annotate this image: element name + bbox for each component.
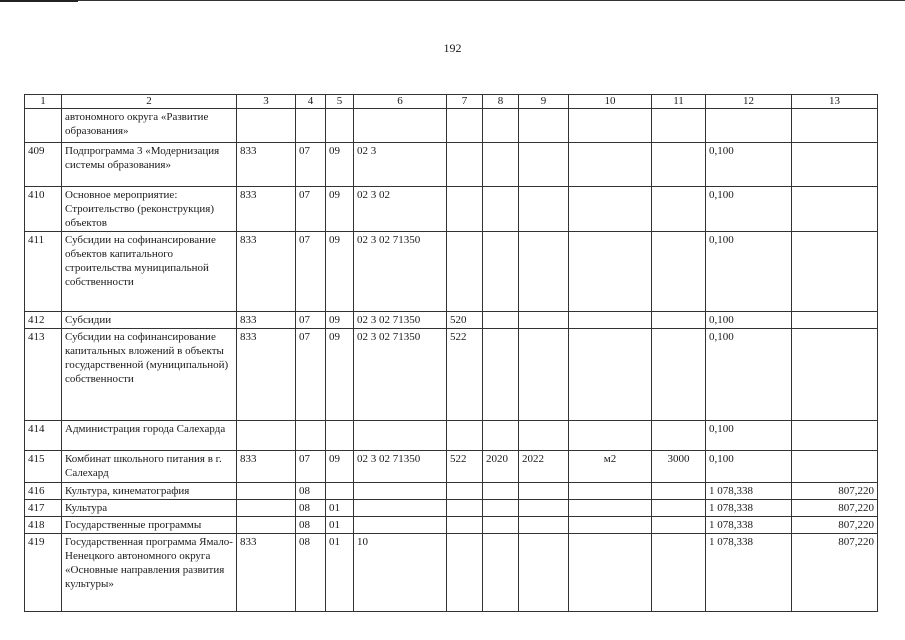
target-article-cell [354,483,447,500]
row-number-cell: 419 [25,534,62,612]
amount-2020-cell [792,329,878,421]
ministry-code-cell: 833 [237,329,296,421]
amount-2020-cell [792,187,878,232]
end-year-cell [519,187,569,232]
header-cell: 5 [326,95,354,109]
end-year-cell [519,483,569,500]
target-article-cell: 10 [354,534,447,612]
section-code-cell: 07 [296,143,326,187]
subsection-code-cell: 09 [326,451,354,483]
amount-2019-cell: 0,100 [706,312,792,329]
unit-cell [569,329,652,421]
unit-cell [569,312,652,329]
unit-cell [569,143,652,187]
capacity-cell [652,312,706,329]
expense-type-cell: 520 [447,312,483,329]
row-number-cell [25,109,62,143]
target-article-cell [354,517,447,534]
target-article-cell [354,421,447,451]
start-year-cell [483,312,519,329]
unit-cell [569,500,652,517]
header-cell: 3 [237,95,296,109]
ministry-code-cell [237,109,296,143]
expense-type-cell: 522 [447,329,483,421]
capacity-cell [652,232,706,312]
section-code-cell: 08 [296,483,326,500]
header-cell: 2 [62,95,237,109]
table-row [25,500,878,517]
table-row [25,483,878,500]
capacity-cell [652,421,706,451]
header-cell: 12 [706,95,792,109]
amount-2019-cell: 1 078,338 [706,534,792,612]
header-cell: 10 [569,95,652,109]
expense-type-cell [447,109,483,143]
target-article-cell: 02 3 02 [354,187,447,232]
top-rule-accent [0,0,78,2]
ministry-code-cell: 833 [237,534,296,612]
ministry-code-cell [237,483,296,500]
capacity-cell [652,187,706,232]
ministry-code-cell: 833 [237,312,296,329]
capacity-cell [652,143,706,187]
amount-2020-cell: 807,220 [792,517,878,534]
item-name-cell: автономного округа «Развитие образования» [62,109,237,143]
amount-2020-cell [792,109,878,143]
table-row [25,312,878,329]
section-code-cell: 07 [296,232,326,312]
header-cell: 13 [792,95,878,109]
start-year-cell [483,517,519,534]
amount-2019-cell [706,109,792,143]
subsection-code-cell [326,109,354,143]
header-cell: 4 [296,95,326,109]
end-year-cell [519,500,569,517]
capacity-cell: 3000 [652,451,706,483]
expense-type-cell [447,143,483,187]
amount-2020-cell: 807,220 [792,534,878,612]
item-name-cell: Государственная программа Ямало-Ненецкого автономного округа «Основные направления развития культуры» [62,534,237,612]
target-article-cell: 02 3 02 71350 [354,329,447,421]
expense-type-cell [447,232,483,312]
table-row [25,109,878,143]
end-year-cell [519,232,569,312]
table-row [25,534,878,612]
row-number-cell: 415 [25,451,62,483]
unit-cell [569,232,652,312]
ministry-code-cell: 833 [237,187,296,232]
expense-type-cell: 522 [447,451,483,483]
item-name-cell: Администрация города Салехарда [62,421,237,451]
end-year-cell [519,534,569,612]
item-name-cell: Культура [62,500,237,517]
amount-2019-cell: 0,100 [706,421,792,451]
target-article-cell: 02 3 [354,143,447,187]
ministry-code-cell: 833 [237,143,296,187]
section-code-cell: 08 [296,500,326,517]
capacity-cell [652,534,706,612]
end-year-cell: 2022 [519,451,569,483]
amount-2020-cell [792,451,878,483]
end-year-cell [519,421,569,451]
subsection-code-cell: 01 [326,517,354,534]
start-year-cell [483,483,519,500]
header-cell: 8 [483,95,519,109]
end-year-cell [519,143,569,187]
table-row [25,329,878,421]
item-name-cell: Государственные программы [62,517,237,534]
section-code-cell: 07 [296,451,326,483]
ministry-code-cell [237,500,296,517]
target-article-cell: 02 3 02 71350 [354,312,447,329]
section-code-cell: 07 [296,312,326,329]
start-year-cell [483,500,519,517]
amount-2020-cell [792,312,878,329]
subsection-code-cell: 01 [326,534,354,612]
subsection-code-cell: 09 [326,143,354,187]
amount-2019-cell: 1 078,338 [706,500,792,517]
item-name-cell: Субсидии на софинансирование капитальных вложений в объекты государственной (муниципальной) собственности [62,329,237,421]
end-year-cell [519,329,569,421]
item-name-cell: Подпрограмма 3 «Модернизация системы образования» [62,143,237,187]
unit-cell: м2 [569,451,652,483]
header-cell: 7 [447,95,483,109]
unit-cell [569,187,652,232]
item-name-cell: Культура, кинематография [62,483,237,500]
header-cell: 9 [519,95,569,109]
start-year-cell [483,534,519,612]
item-name-cell: Субсидии [62,312,237,329]
expense-type-cell [447,534,483,612]
unit-cell [569,109,652,143]
header-row [25,95,878,109]
start-year-cell: 2020 [483,451,519,483]
expense-type-cell [447,421,483,451]
row-number-cell: 418 [25,517,62,534]
table-row [25,451,878,483]
amount-2020-cell [792,421,878,451]
row-number-cell: 411 [25,232,62,312]
row-number-cell: 409 [25,143,62,187]
item-name-cell: Основное мероприятие: Строительство (реконструкция) объектов [62,187,237,232]
end-year-cell [519,312,569,329]
item-name-cell: Комбинат школьного питания в г. Салехард [62,451,237,483]
unit-cell [569,534,652,612]
end-year-cell [519,109,569,143]
capacity-cell [652,500,706,517]
target-article-cell [354,109,447,143]
amount-2019-cell: 0,100 [706,187,792,232]
subsection-code-cell [326,421,354,451]
unit-cell [569,483,652,500]
expense-type-cell [447,483,483,500]
page-number: 192 [443,41,462,55]
end-year-cell [519,517,569,534]
start-year-cell [483,187,519,232]
table-row [25,421,878,451]
amount-2019-cell: 0,100 [706,143,792,187]
ministry-code-cell: 833 [237,451,296,483]
section-code-cell [296,109,326,143]
unit-cell [569,517,652,534]
start-year-cell [483,232,519,312]
unit-cell [569,421,652,451]
start-year-cell [483,421,519,451]
subsection-code-cell: 09 [326,312,354,329]
subsection-code-cell: 09 [326,232,354,312]
subsection-code-cell: 09 [326,187,354,232]
target-article-cell [354,500,447,517]
row-number-cell: 417 [25,500,62,517]
section-code-cell: 08 [296,517,326,534]
table-row [25,143,878,187]
top-rule [0,0,905,5]
amount-2020-cell: 807,220 [792,483,878,500]
amount-2020-cell: 807,220 [792,500,878,517]
item-name-cell: Субсидии на софинансирование объектов капитального строительства муниципальной собственности [62,232,237,312]
capacity-cell [652,329,706,421]
row-number-cell: 412 [25,312,62,329]
capacity-cell [652,109,706,143]
target-article-cell: 02 3 02 71350 [354,451,447,483]
ministry-code-cell [237,517,296,534]
ministry-code-cell [237,421,296,451]
target-article-cell: 02 3 02 71350 [354,232,447,312]
row-number-cell: 410 [25,187,62,232]
header-cell: 1 [25,95,62,109]
header-cell: 11 [652,95,706,109]
start-year-cell [483,143,519,187]
start-year-cell [483,329,519,421]
header-cell: 6 [354,95,447,109]
amount-2019-cell: 1 078,338 [706,517,792,534]
section-code-cell: 07 [296,187,326,232]
expense-type-cell [447,500,483,517]
table-row [25,232,878,312]
section-code-cell: 07 [296,329,326,421]
capacity-cell [652,517,706,534]
expense-type-cell [447,187,483,232]
section-code-cell: 08 [296,534,326,612]
table-row [25,517,878,534]
budget-table [24,94,878,612]
amount-2020-cell [792,143,878,187]
start-year-cell [483,109,519,143]
table-row [25,187,878,232]
subsection-code-cell [326,483,354,500]
subsection-code-cell: 01 [326,500,354,517]
amount-2019-cell: 1 078,338 [706,483,792,500]
expense-type-cell [447,517,483,534]
section-code-cell [296,421,326,451]
capacity-cell [652,483,706,500]
row-number-cell: 413 [25,329,62,421]
amount-2019-cell: 0,100 [706,329,792,421]
row-number-cell: 416 [25,483,62,500]
amount-2019-cell: 0,100 [706,232,792,312]
amount-2019-cell: 0,100 [706,451,792,483]
row-number-cell: 414 [25,421,62,451]
ministry-code-cell: 833 [237,232,296,312]
amount-2020-cell [792,232,878,312]
subsection-code-cell: 09 [326,329,354,421]
